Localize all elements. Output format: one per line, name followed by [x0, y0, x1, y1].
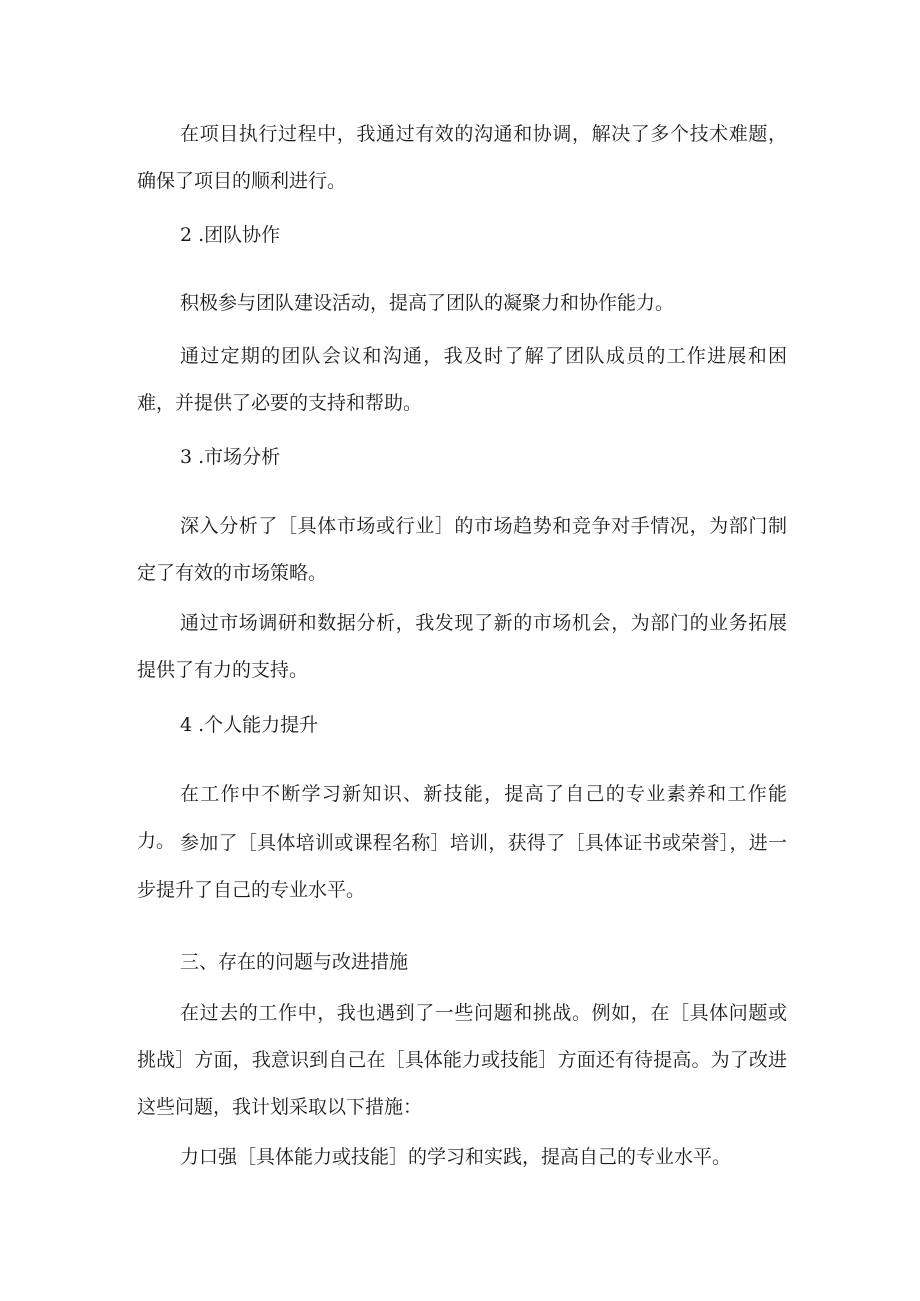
heading-team-collaboration: 2 .团队协作	[180, 224, 281, 246]
section-heading-problems-improvements: 三、存在的问题与改进措施	[180, 951, 409, 973]
paragraph-market-trends: 深入分析了［具体市场或行业］的市场趋势和竞争对手情况，为部门制定了有效的市场策略。	[137, 515, 787, 584]
paragraph-team-building: 积极参与团队建设活动，提高了团队的凝聚力和协作能力。	[180, 292, 675, 314]
paragraph-problems: 在过去的工作中，我也遇到了一些问题和挑战。例如，在［具体问题或挑战］方面，我意识到自己在［具体能力或技能］方面还有待提高。为了改进这些问题，我计划采取以下措施：	[137, 1002, 787, 1118]
paragraph-project-coordination: 在项目执行过程中，我通过有效的沟通和协调，解决了多个技术难题，确保了项目的顺利进行。	[137, 123, 787, 192]
paragraph-training: 参加了［具体培训或课程名称］培训，获得了［具体证书或荣誉］，进一步提升了自己的专业水平。	[137, 832, 787, 901]
heading-personal-growth: 4 .个人能力提升	[180, 714, 319, 736]
paragraph-learning: 在工作中不断学习新知识、新技能，提高了自己的专业素养和工作能力。	[137, 783, 787, 852]
paragraph-improvement-measure: 力口强［具体能力或技能］的学习和实践，提高自己的专业水平。	[180, 1146, 732, 1168]
paragraph-team-meetings: 通过定期的团队会议和沟通，我及时了解了团队成员的工作进展和困难，并提供了必要的支持和帮助。	[137, 345, 787, 414]
paragraph-market-research: 通过市场调研和数据分析，我发现了新的市场机会，为部门的业务拓展提供了有力的支持。	[137, 612, 787, 681]
heading-market-analysis: 3 .市场分析	[180, 446, 281, 468]
